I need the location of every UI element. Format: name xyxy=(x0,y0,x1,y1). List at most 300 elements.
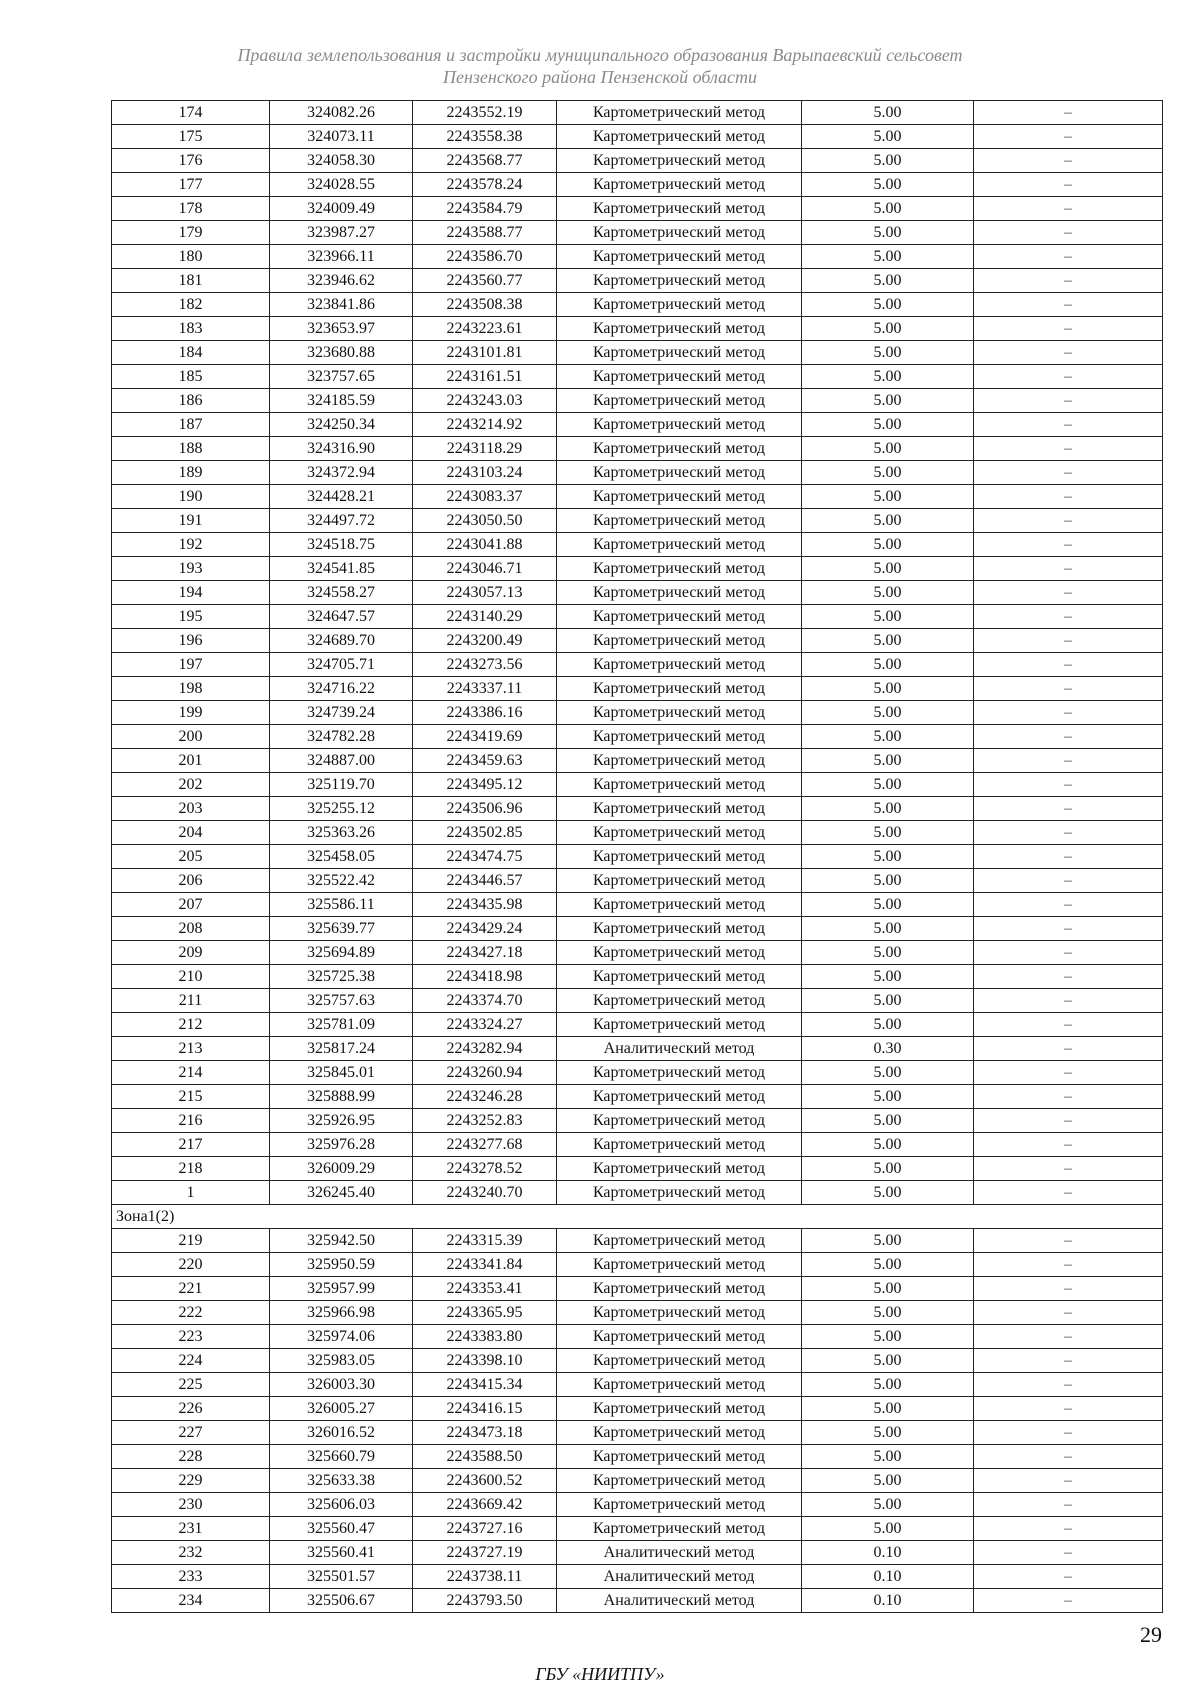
point-number-cell: 183 xyxy=(112,317,270,341)
x-coordinate-cell: 325586.11 xyxy=(270,893,413,917)
accuracy-cell: 5.00 xyxy=(802,365,974,389)
accuracy-cell: 5.00 xyxy=(802,1181,974,1205)
x-coordinate-cell: 325639.77 xyxy=(270,917,413,941)
point-number-cell: 197 xyxy=(112,653,270,677)
point-number-cell: 207 xyxy=(112,893,270,917)
accuracy-cell: 5.00 xyxy=(802,101,974,125)
y-coordinate-cell: 2243506.96 xyxy=(413,797,557,821)
note-cell: – xyxy=(974,293,1163,317)
x-coordinate-cell: 325606.03 xyxy=(270,1493,413,1517)
y-coordinate-cell: 2243046.71 xyxy=(413,557,557,581)
x-coordinate-cell: 325983.05 xyxy=(270,1349,413,1373)
method-cell: Картометрический метод xyxy=(557,1325,802,1349)
accuracy-cell: 0.30 xyxy=(802,1037,974,1061)
point-number-cell: 199 xyxy=(112,701,270,725)
table-row xyxy=(112,893,1163,917)
method-cell: Картометрический метод xyxy=(557,605,802,629)
note-cell: – xyxy=(974,1373,1163,1397)
method-cell: Картометрический метод xyxy=(557,629,802,653)
method-cell: Картометрический метод xyxy=(557,557,802,581)
y-coordinate-cell: 2243502.85 xyxy=(413,821,557,845)
table-row xyxy=(112,1517,1163,1541)
method-cell: Картометрический метод xyxy=(557,1061,802,1085)
table-row xyxy=(112,101,1163,125)
accuracy-cell: 5.00 xyxy=(802,1013,974,1037)
table-row xyxy=(112,749,1163,773)
point-number-cell: 215 xyxy=(112,1085,270,1109)
accuracy-cell: 5.00 xyxy=(802,1493,974,1517)
table-row xyxy=(112,917,1163,941)
note-cell: – xyxy=(974,1589,1163,1613)
y-coordinate-cell: 2243383.80 xyxy=(413,1325,557,1349)
y-coordinate-cell: 2243419.69 xyxy=(413,725,557,749)
x-coordinate-cell: 324518.75 xyxy=(270,533,413,557)
table-row xyxy=(112,605,1163,629)
x-coordinate-cell: 325942.50 xyxy=(270,1229,413,1253)
note-cell: – xyxy=(974,581,1163,605)
y-coordinate-cell: 2243474.75 xyxy=(413,845,557,869)
point-number-cell: 198 xyxy=(112,677,270,701)
accuracy-cell: 0.10 xyxy=(802,1541,974,1565)
coordinates-table-body xyxy=(112,101,1163,1613)
x-coordinate-cell: 325888.99 xyxy=(270,1085,413,1109)
y-coordinate-cell: 2243050.50 xyxy=(413,509,557,533)
note-cell: – xyxy=(974,1013,1163,1037)
point-number-cell: 188 xyxy=(112,437,270,461)
method-cell: Картометрический метод xyxy=(557,1493,802,1517)
point-number-cell: 229 xyxy=(112,1469,270,1493)
point-number-cell: 228 xyxy=(112,1445,270,1469)
y-coordinate-cell: 2243341.84 xyxy=(413,1253,557,1277)
y-coordinate-cell: 2243374.70 xyxy=(413,989,557,1013)
note-cell: – xyxy=(974,269,1163,293)
point-number-cell: 189 xyxy=(112,461,270,485)
accuracy-cell: 5.00 xyxy=(802,989,974,1013)
table-row xyxy=(112,533,1163,557)
y-coordinate-cell: 2243588.50 xyxy=(413,1445,557,1469)
method-cell: Картометрический метод xyxy=(557,197,802,221)
accuracy-cell: 5.00 xyxy=(802,1061,974,1085)
y-coordinate-cell: 2243427.18 xyxy=(413,941,557,965)
note-cell: – xyxy=(974,437,1163,461)
accuracy-cell: 0.10 xyxy=(802,1565,974,1589)
y-coordinate-cell: 2243101.81 xyxy=(413,341,557,365)
y-coordinate-cell: 2243669.42 xyxy=(413,1493,557,1517)
point-number-cell: 226 xyxy=(112,1397,270,1421)
point-number-cell: 206 xyxy=(112,869,270,893)
accuracy-cell: 5.00 xyxy=(802,1301,974,1325)
method-cell: Картометрический метод xyxy=(557,797,802,821)
accuracy-cell: 5.00 xyxy=(802,1373,974,1397)
point-number-cell: 175 xyxy=(112,125,270,149)
method-cell: Картометрический метод xyxy=(557,293,802,317)
y-coordinate-cell: 2243495.12 xyxy=(413,773,557,797)
table-row xyxy=(112,1157,1163,1181)
accuracy-cell: 5.00 xyxy=(802,341,974,365)
note-cell: – xyxy=(974,1157,1163,1181)
y-coordinate-cell: 2243588.77 xyxy=(413,221,557,245)
accuracy-cell: 5.00 xyxy=(802,317,974,341)
table-row xyxy=(112,1541,1163,1565)
table-row xyxy=(112,1421,1163,1445)
note-cell: – xyxy=(974,941,1163,965)
table-row xyxy=(112,725,1163,749)
note-cell: – xyxy=(974,485,1163,509)
x-coordinate-cell: 325966.98 xyxy=(270,1301,413,1325)
y-coordinate-cell: 2243277.68 xyxy=(413,1133,557,1157)
y-coordinate-cell: 2243282.94 xyxy=(413,1037,557,1061)
point-number-cell: 223 xyxy=(112,1325,270,1349)
table-row xyxy=(112,941,1163,965)
note-cell: – xyxy=(974,677,1163,701)
point-number-cell: 180 xyxy=(112,245,270,269)
accuracy-cell: 5.00 xyxy=(802,461,974,485)
y-coordinate-cell: 2243473.18 xyxy=(413,1421,557,1445)
y-coordinate-cell: 2243140.29 xyxy=(413,605,557,629)
method-cell: Картометрический метод xyxy=(557,1181,802,1205)
accuracy-cell: 5.00 xyxy=(802,485,974,509)
y-coordinate-cell: 2243415.34 xyxy=(413,1373,557,1397)
table-row xyxy=(112,1253,1163,1277)
method-cell: Картометрический метод xyxy=(557,245,802,269)
point-number-cell: 217 xyxy=(112,1133,270,1157)
table-row xyxy=(112,989,1163,1013)
table-row xyxy=(112,869,1163,893)
point-number-cell: 200 xyxy=(112,725,270,749)
x-coordinate-cell: 324782.28 xyxy=(270,725,413,749)
x-coordinate-cell: 325501.57 xyxy=(270,1565,413,1589)
note-cell: – xyxy=(974,1277,1163,1301)
y-coordinate-cell: 2243727.19 xyxy=(413,1541,557,1565)
x-coordinate-cell: 325506.67 xyxy=(270,1589,413,1613)
y-coordinate-cell: 2243057.13 xyxy=(413,581,557,605)
y-coordinate-cell: 2243337.11 xyxy=(413,677,557,701)
table-row xyxy=(112,1373,1163,1397)
header-line-1: Правила землепользования и застройки муниципального образования Варыпаевский сельсовет xyxy=(237,45,963,65)
x-coordinate-cell: 325458.05 xyxy=(270,845,413,869)
accuracy-cell: 5.00 xyxy=(802,149,974,173)
x-coordinate-cell: 325845.01 xyxy=(270,1061,413,1085)
point-number-cell: 179 xyxy=(112,221,270,245)
point-number-cell: 203 xyxy=(112,797,270,821)
accuracy-cell: 5.00 xyxy=(802,725,974,749)
accuracy-cell: 5.00 xyxy=(802,1229,974,1253)
method-cell: Картометрический метод xyxy=(557,173,802,197)
point-number-cell: 181 xyxy=(112,269,270,293)
table-row xyxy=(112,125,1163,149)
x-coordinate-cell: 325119.70 xyxy=(270,773,413,797)
point-number-cell: 1 xyxy=(112,1181,270,1205)
table-row xyxy=(112,1277,1163,1301)
accuracy-cell: 5.00 xyxy=(802,1445,974,1469)
table-row xyxy=(112,1229,1163,1253)
table-row xyxy=(112,1397,1163,1421)
point-number-cell: 227 xyxy=(112,1421,270,1445)
method-cell: Картометрический метод xyxy=(557,1133,802,1157)
y-coordinate-cell: 2243459.63 xyxy=(413,749,557,773)
x-coordinate-cell: 324647.57 xyxy=(270,605,413,629)
accuracy-cell: 5.00 xyxy=(802,245,974,269)
table-row xyxy=(112,389,1163,413)
point-number-cell: 216 xyxy=(112,1109,270,1133)
x-coordinate-cell: 324428.21 xyxy=(270,485,413,509)
table-row xyxy=(112,1493,1163,1517)
page-header xyxy=(0,44,1200,88)
accuracy-cell: 5.00 xyxy=(802,1469,974,1493)
table-row xyxy=(112,1589,1163,1613)
method-cell: Картометрический метод xyxy=(557,389,802,413)
table-row xyxy=(112,149,1163,173)
method-cell: Картометрический метод xyxy=(557,845,802,869)
point-number-cell: 178 xyxy=(112,197,270,221)
point-number-cell: 209 xyxy=(112,941,270,965)
accuracy-cell: 0.10 xyxy=(802,1589,974,1613)
accuracy-cell: 5.00 xyxy=(802,1253,974,1277)
accuracy-cell: 5.00 xyxy=(802,845,974,869)
page-number: 29 xyxy=(1140,1622,1162,1647)
point-number-cell: 208 xyxy=(112,917,270,941)
method-cell: Картометрический метод xyxy=(557,1253,802,1277)
method-cell: Картометрический метод xyxy=(557,317,802,341)
y-coordinate-cell: 2243578.24 xyxy=(413,173,557,197)
table-row xyxy=(112,1445,1163,1469)
accuracy-cell: 5.00 xyxy=(802,1517,974,1541)
accuracy-cell: 5.00 xyxy=(802,893,974,917)
x-coordinate-cell: 325255.12 xyxy=(270,797,413,821)
x-coordinate-cell: 325560.47 xyxy=(270,1517,413,1541)
method-cell: Аналитический метод xyxy=(557,1541,802,1565)
note-cell: – xyxy=(974,653,1163,677)
note-cell: – xyxy=(974,1229,1163,1253)
table-row xyxy=(112,653,1163,677)
point-number-cell: 187 xyxy=(112,413,270,437)
point-number-cell: 213 xyxy=(112,1037,270,1061)
x-coordinate-cell: 326245.40 xyxy=(270,1181,413,1205)
note-cell: – xyxy=(974,845,1163,869)
accuracy-cell: 5.00 xyxy=(802,773,974,797)
method-cell: Картометрический метод xyxy=(557,1349,802,1373)
y-coordinate-cell: 2243246.28 xyxy=(413,1085,557,1109)
method-cell: Аналитический метод xyxy=(557,1565,802,1589)
point-number-cell: 192 xyxy=(112,533,270,557)
method-cell: Картометрический метод xyxy=(557,965,802,989)
method-cell: Картометрический метод xyxy=(557,509,802,533)
point-number-cell: 174 xyxy=(112,101,270,125)
table-row xyxy=(112,1469,1163,1493)
accuracy-cell: 5.00 xyxy=(802,1421,974,1445)
method-cell: Картометрический метод xyxy=(557,125,802,149)
method-cell: Картометрический метод xyxy=(557,365,802,389)
method-cell: Картометрический метод xyxy=(557,1301,802,1325)
method-cell: Картометрический метод xyxy=(557,749,802,773)
x-coordinate-cell: 326009.29 xyxy=(270,1157,413,1181)
note-cell: – xyxy=(974,893,1163,917)
accuracy-cell: 5.00 xyxy=(802,1157,974,1181)
accuracy-cell: 5.00 xyxy=(802,629,974,653)
note-cell: – xyxy=(974,125,1163,149)
note-cell: – xyxy=(974,749,1163,773)
note-cell: – xyxy=(974,101,1163,125)
table-row xyxy=(112,1013,1163,1037)
method-cell: Аналитический метод xyxy=(557,1037,802,1061)
note-cell: – xyxy=(974,1109,1163,1133)
accuracy-cell: 5.00 xyxy=(802,221,974,245)
point-number-cell: 225 xyxy=(112,1373,270,1397)
y-coordinate-cell: 2243353.41 xyxy=(413,1277,557,1301)
table-row xyxy=(112,1181,1163,1205)
method-cell: Картометрический метод xyxy=(557,461,802,485)
accuracy-cell: 5.00 xyxy=(802,125,974,149)
coordinates-table xyxy=(111,100,1163,1613)
x-coordinate-cell: 324185.59 xyxy=(270,389,413,413)
x-coordinate-cell: 325976.28 xyxy=(270,1133,413,1157)
y-coordinate-cell: 2243273.56 xyxy=(413,653,557,677)
x-coordinate-cell: 323757.65 xyxy=(270,365,413,389)
method-cell: Картометрический метод xyxy=(557,701,802,725)
note-cell: – xyxy=(974,725,1163,749)
x-coordinate-cell: 324716.22 xyxy=(270,677,413,701)
x-coordinate-cell: 325957.99 xyxy=(270,1277,413,1301)
x-coordinate-cell: 324739.24 xyxy=(270,701,413,725)
accuracy-cell: 5.00 xyxy=(802,653,974,677)
method-cell: Картометрический метод xyxy=(557,149,802,173)
accuracy-cell: 5.00 xyxy=(802,821,974,845)
accuracy-cell: 5.00 xyxy=(802,749,974,773)
y-coordinate-cell: 2243118.29 xyxy=(413,437,557,461)
point-number-cell: 212 xyxy=(112,1013,270,1037)
method-cell: Картометрический метод xyxy=(557,1397,802,1421)
accuracy-cell: 5.00 xyxy=(802,269,974,293)
y-coordinate-cell: 2243398.10 xyxy=(413,1349,557,1373)
x-coordinate-cell: 324887.00 xyxy=(270,749,413,773)
accuracy-cell: 5.00 xyxy=(802,1133,974,1157)
point-number-cell: 214 xyxy=(112,1061,270,1085)
x-coordinate-cell: 325694.89 xyxy=(270,941,413,965)
accuracy-cell: 5.00 xyxy=(802,677,974,701)
note-cell: – xyxy=(974,773,1163,797)
y-coordinate-cell: 2243386.16 xyxy=(413,701,557,725)
point-number-cell: 205 xyxy=(112,845,270,869)
point-number-cell: 231 xyxy=(112,1517,270,1541)
accuracy-cell: 5.00 xyxy=(802,509,974,533)
y-coordinate-cell: 2243365.95 xyxy=(413,1301,557,1325)
note-cell: – xyxy=(974,1133,1163,1157)
accuracy-cell: 5.00 xyxy=(802,557,974,581)
table-row xyxy=(112,461,1163,485)
method-cell: Картометрический метод xyxy=(557,725,802,749)
point-number-cell: 222 xyxy=(112,1301,270,1325)
table-row xyxy=(112,269,1163,293)
note-cell: – xyxy=(974,341,1163,365)
table-row xyxy=(112,581,1163,605)
x-coordinate-cell: 325950.59 xyxy=(270,1253,413,1277)
y-coordinate-cell: 2243508.38 xyxy=(413,293,557,317)
y-coordinate-cell: 2243161.51 xyxy=(413,365,557,389)
accuracy-cell: 5.00 xyxy=(802,1349,974,1373)
y-coordinate-cell: 2243600.52 xyxy=(413,1469,557,1493)
accuracy-cell: 5.00 xyxy=(802,869,974,893)
x-coordinate-cell: 325757.63 xyxy=(270,989,413,1013)
accuracy-cell: 5.00 xyxy=(802,173,974,197)
accuracy-cell: 5.00 xyxy=(802,797,974,821)
note-cell: – xyxy=(974,629,1163,653)
accuracy-cell: 5.00 xyxy=(802,413,974,437)
x-coordinate-cell: 324250.34 xyxy=(270,413,413,437)
note-cell: – xyxy=(974,1301,1163,1325)
method-cell: Картометрический метод xyxy=(557,869,802,893)
x-coordinate-cell: 325974.06 xyxy=(270,1325,413,1349)
table-row xyxy=(112,365,1163,389)
table-row xyxy=(112,509,1163,533)
x-coordinate-cell: 323946.62 xyxy=(270,269,413,293)
accuracy-cell: 5.00 xyxy=(802,581,974,605)
note-cell: – xyxy=(974,989,1163,1013)
x-coordinate-cell: 324028.55 xyxy=(270,173,413,197)
note-cell: – xyxy=(974,1085,1163,1109)
zone-label: Зона1(2) xyxy=(112,1205,1163,1229)
point-number-cell: 220 xyxy=(112,1253,270,1277)
point-number-cell: 211 xyxy=(112,989,270,1013)
x-coordinate-cell: 325522.42 xyxy=(270,869,413,893)
method-cell: Картометрический метод xyxy=(557,437,802,461)
accuracy-cell: 5.00 xyxy=(802,533,974,557)
point-number-cell: 195 xyxy=(112,605,270,629)
table-row xyxy=(112,413,1163,437)
y-coordinate-cell: 2243240.70 xyxy=(413,1181,557,1205)
y-coordinate-cell: 2243324.27 xyxy=(413,1013,557,1037)
point-number-cell: 186 xyxy=(112,389,270,413)
method-cell: Картометрический метод xyxy=(557,893,802,917)
y-coordinate-cell: 2243223.61 xyxy=(413,317,557,341)
table-row xyxy=(112,821,1163,845)
x-coordinate-cell: 324316.90 xyxy=(270,437,413,461)
table-row xyxy=(112,245,1163,269)
table-row xyxy=(112,965,1163,989)
note-cell: – xyxy=(974,173,1163,197)
table-row xyxy=(112,1133,1163,1157)
table-row xyxy=(112,1325,1163,1349)
accuracy-cell: 5.00 xyxy=(802,1277,974,1301)
x-coordinate-cell: 326005.27 xyxy=(270,1397,413,1421)
note-cell: – xyxy=(974,413,1163,437)
table-row xyxy=(112,701,1163,725)
accuracy-cell: 5.00 xyxy=(802,1325,974,1349)
note-cell: – xyxy=(974,1469,1163,1493)
note-cell: – xyxy=(974,317,1163,341)
x-coordinate-cell: 324082.26 xyxy=(270,101,413,125)
point-number-cell: 190 xyxy=(112,485,270,509)
x-coordinate-cell: 323841.86 xyxy=(270,293,413,317)
method-cell: Картометрический метод xyxy=(557,341,802,365)
method-cell: Картометрический метод xyxy=(557,941,802,965)
x-coordinate-cell: 326003.30 xyxy=(270,1373,413,1397)
note-cell: – xyxy=(974,701,1163,725)
table-row xyxy=(112,1301,1163,1325)
table-row xyxy=(112,1061,1163,1085)
method-cell: Картометрический метод xyxy=(557,1517,802,1541)
note-cell: – xyxy=(974,1181,1163,1205)
accuracy-cell: 5.00 xyxy=(802,965,974,989)
method-cell: Картометрический метод xyxy=(557,917,802,941)
accuracy-cell: 5.00 xyxy=(802,605,974,629)
note-cell: – xyxy=(974,461,1163,485)
y-coordinate-cell: 2243560.77 xyxy=(413,269,557,293)
x-coordinate-cell: 323987.27 xyxy=(270,221,413,245)
y-coordinate-cell: 2243446.57 xyxy=(413,869,557,893)
note-cell: – xyxy=(974,1445,1163,1469)
method-cell: Картометрический метод xyxy=(557,269,802,293)
note-cell: – xyxy=(974,1397,1163,1421)
